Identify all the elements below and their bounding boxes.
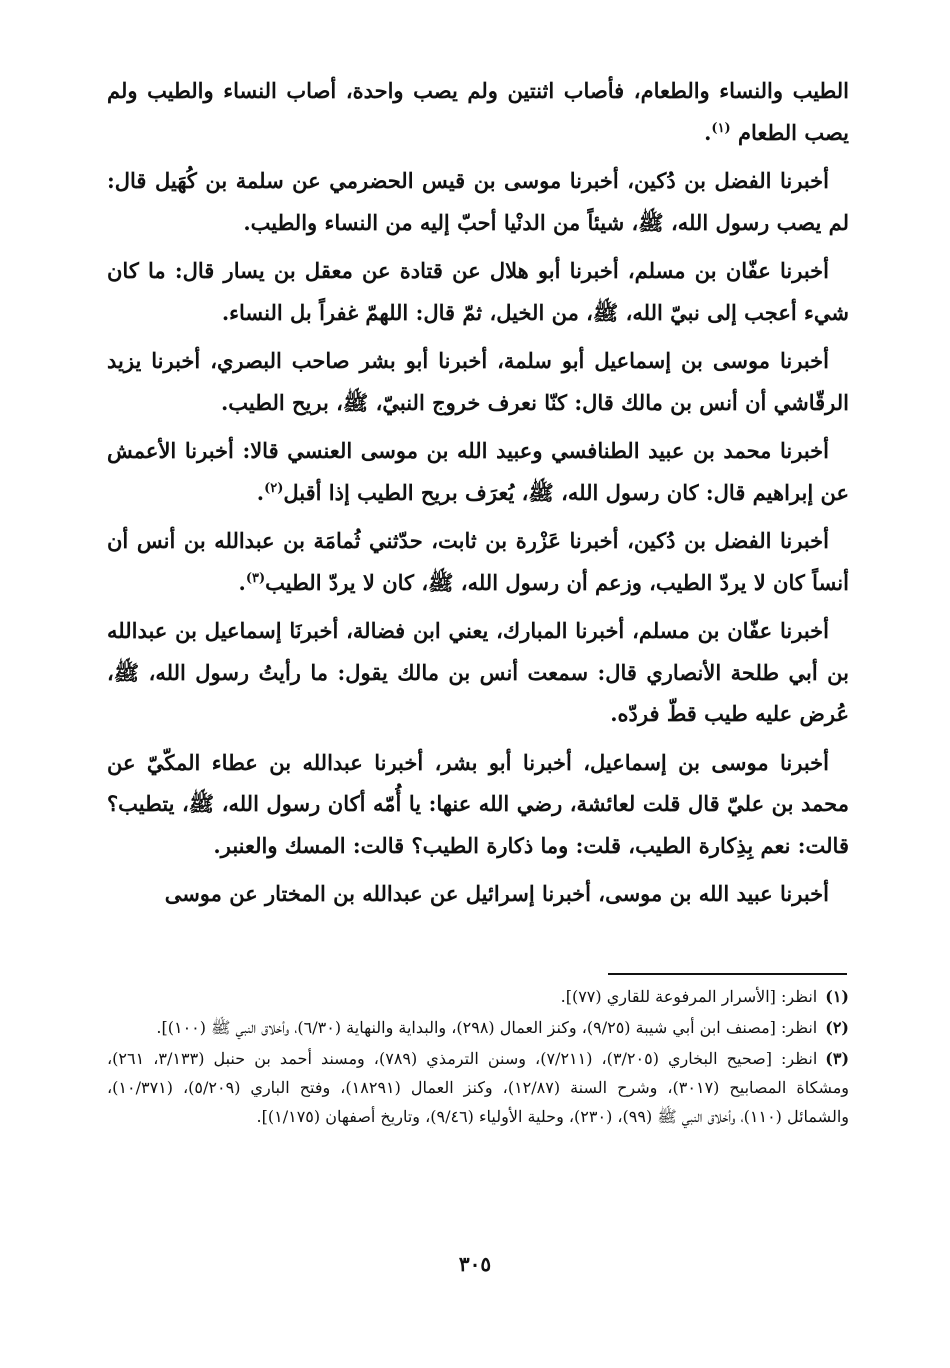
paragraph-1-end: . — [704, 119, 712, 145]
footnote-3-text: انظر: [صحيح البخاري (٣/٢٠٥)، (٧/٢١١)، وسنن الترمذي (٧٨٩)، ومسند أحمد بن حنبل (٣/١٣٣، ٢٦١)، ومشكاة المصابيح (٣٠١٧)، وشرح السنة (١٢/٨٧)، وكنز العمال (١٨٢٩١)، وفتح الباري (٥/٢٠٩)، (١٠/٣٧١)، والشمائل (١١٠)، وأخلاق النبي ﷺ (٩٩)، (٢٣٠)، وحلية الأولياء (٩/٤٦)، وتاريخ أصفهان (١/١٧٥)]. — [107, 1049, 850, 1126]
paragraph-7-text: أخبرنا عفّان بن مسلم، أخبرنا المبارك، يعني ابن فضالة، أخبرنَا إسماعيل بن عبدالله بن أبي طلحة الأنصاري قال: سمعت أنس بن مالك يقول: ما رأيتُ رسول الله، ﷺ، عُرض عليه طيب قطّ فردّه. — [107, 618, 849, 726]
footnote-ref-3[interactable]: (٣) — [245, 570, 266, 586]
paragraph-7 — [107, 610, 849, 735]
paragraph-4 — [107, 340, 849, 423]
footnote-ref-2[interactable]: (٢) — [264, 480, 284, 496]
paragraph-6-text: أخبرنا الفضل بن دُكين، أخبرنا عَزْرة بن ثابت، حدّثني ثُمامَة بن عبدالله بن أنس أن أنساً كان لا يردّ الطيب، وزعم أن رسول الله، ﷺ، كان لا يردّ الطيب — [107, 528, 849, 595]
paragraph-8 — [107, 742, 849, 867]
footnote-1 — [107, 982, 849, 1011]
paragraph-6-end: . — [238, 569, 246, 595]
paragraph-8-text: أخبرنا موسى بن إسماعيل، أخبرنا أبو بشر، أخبرنا عبدالله بن عطاء المكّيّ عن محمد بن عليّ قال قلت لعائشة، رضي الله عنها: يا أُمّه أكان رسول الله، ﷺ، يتطيب؟ قالت: نعم بِذِكارة الطيب، قلت: وما ذكارة الطيب؟ قالت: المسك والعنبر. — [107, 749, 849, 858]
paragraph-1-text: الطيب والنساء والطعام، فأصاب اثنتين ولم يصب واحدة، أصاب النساء والطيب ولم يصب الطعام — [107, 78, 849, 145]
footnote-separator — [608, 973, 847, 975]
footnote-2-text: انظر: [مصنف ابن أبي شيبة (٩/٢٥)، وكنز العمال (٢٩٨)، والبداية والنهاية (٦/٣٠)، وأخلاق النبي ﷺ (١٠٠)]. — [156, 1018, 818, 1037]
paragraph-2 — [107, 160, 849, 243]
main-text — [107, 70, 849, 922]
paragraph-5 — [107, 430, 849, 513]
paragraph-5-text: أخبرنا محمد بن عبيد الطنافسي وعبيد الله بن موسى العنسي قالا: أخبرنا الأعمش عن إبراهيم قال: كان رسول الله، ﷺ، يُعرَف بريح الطيب إذا أقبل — [107, 438, 849, 505]
paragraph-6 — [107, 520, 849, 603]
footnote-ref-1[interactable]: (١) — [711, 120, 731, 136]
footnotes — [107, 982, 849, 1133]
paragraph-1 — [107, 70, 849, 153]
footnote-1-number: (١) — [825, 987, 849, 1006]
paragraph-2-text: أخبرنا الفضل بن دُكين، أخبرنا موسى بن قيس الحضرمي عن سلمة بن كُهَيل قال: لم يصب رسول الله، ﷺ، شيئاً من الدنْيا أحبّ إليه من النساء والطيب. — [107, 168, 849, 235]
footnote-3-number: (٣) — [825, 1049, 850, 1068]
page-number: ٣٠٥ — [458, 1252, 492, 1276]
footnote-2 — [107, 1013, 849, 1042]
paragraph-9 — [107, 873, 849, 915]
paragraph-3 — [107, 250, 849, 333]
paragraph-5-end: . — [256, 479, 265, 505]
paragraph-4-text: أخبرنا موسى بن إسماعيل أبو سلمة، أخبرنا أبو بشر صاحب البصري، أخبرنا يزيد الرقّاشي أن أنس بن مالك قال: كنّا نعرف خروج النبيّ، ﷺ، بريح الطيب. — [107, 348, 849, 415]
paragraph-9-text: أخبرنا عبيد الله بن موسى، أخبرنا إسرائيل عن عبدالله بن المختار عن موسى — [164, 881, 829, 906]
footnote-3 — [107, 1044, 849, 1131]
footnote-2-number: (٢) — [825, 1018, 849, 1037]
footnote-1-text: انظر: [الأسرار المرفوعة للقاري (٧٧)]. — [560, 987, 818, 1006]
paragraph-3-text: أخبرنا عفّان بن مسلم، أخبرنا أبو هلال عن قتادة عن معقل بن يسار قال: ما كان شيء أعجب إلى نبيّ الله، ﷺ، من الخيل، ثمّ قال: اللهمّ غفراً بل النساء. — [107, 258, 849, 325]
